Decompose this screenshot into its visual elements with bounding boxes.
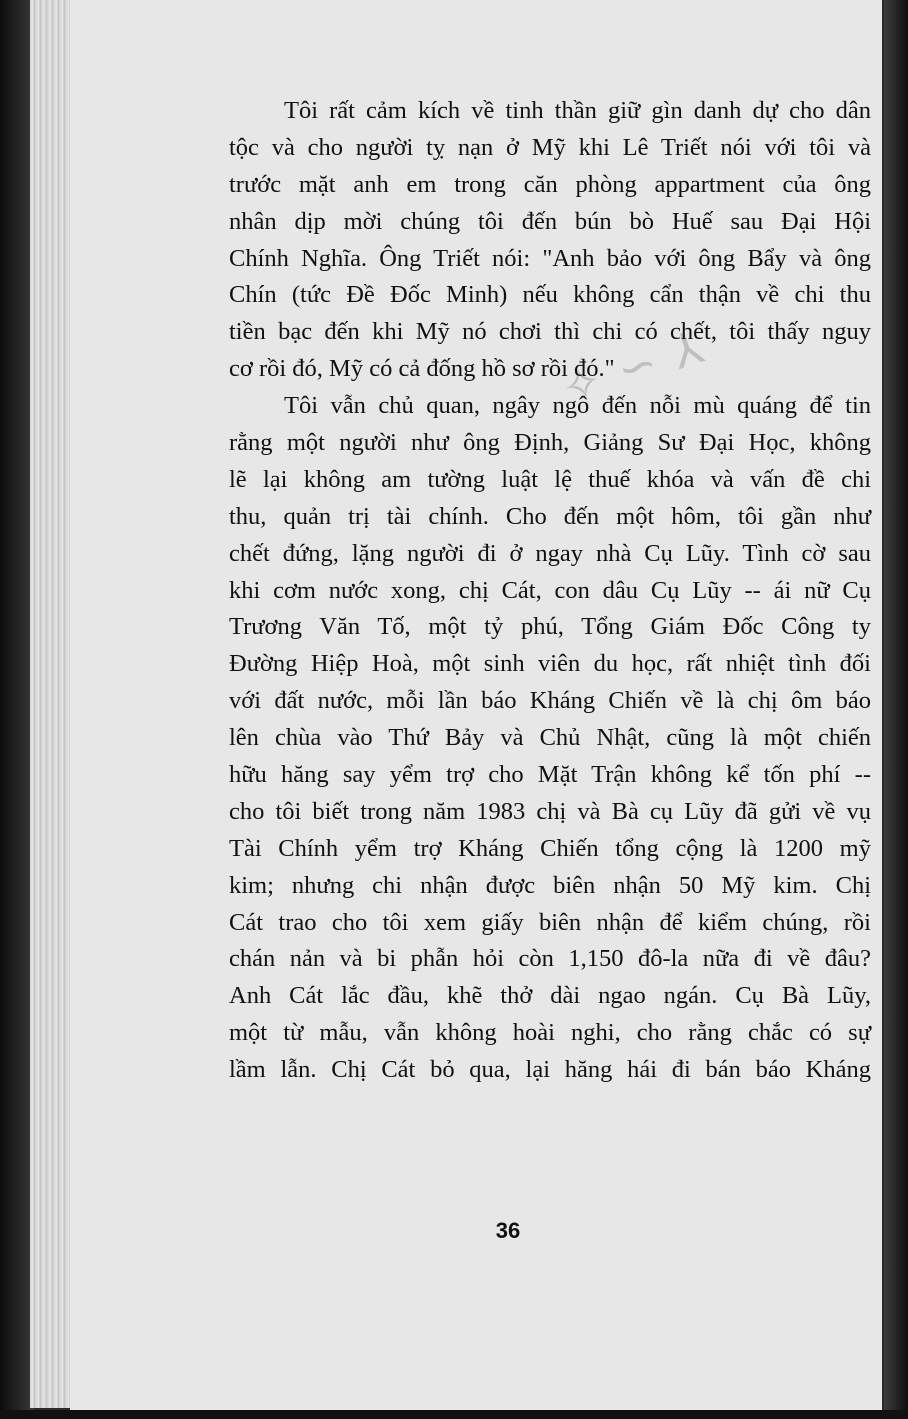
text-line: kim; nhưng chi nhận được biên nhận 50 Mỹ kim. Chị: [229, 871, 871, 899]
body-text: [229, 93, 871, 1089]
text-line: lẽ lại không am tường luật lệ thuế khóa và vấn đề chi: [229, 465, 871, 493]
book-spine-shadow: [0, 0, 34, 1419]
text-line: Chính Nghĩa. Ông Triết nói: "Anh bảo với ông Bẩy và ông: [229, 244, 871, 272]
text-line: thu, quản trị tài chính. Cho đến một hôm, tôi gần như: [229, 502, 871, 530]
text-line: tộc và cho người tỵ nạn ở Mỹ khi Lê Triết nói với tôi và: [229, 133, 871, 161]
text-line: Đường Hiệp Hoà, một sinh viên du học, rất nhiệt tình đối: [229, 650, 871, 678]
text-line: lên chùa vào Thứ Bảy và Chủ Nhật, cũng là một chiến: [229, 724, 871, 752]
text-line: chán nản và bi phẫn hỏi còn 1,150 đô-la nữa đi về đâu?: [229, 945, 871, 973]
text-line: nhân dịp mời chúng tôi đến bún bò Huế sau Đại Hội: [229, 207, 871, 235]
text-line: lầm lẫn. Chị Cát bỏ qua, lại hăng hái đi bán báo Kháng: [229, 1056, 871, 1084]
text-line: chết đứng, lặng người đi ở ngay nhà Cụ Lũy. Tình cờ sau: [229, 539, 871, 567]
text-line: tiền bạc đến khi Mỹ nó chơi thì chi có chết, tôi thấy nguy: [229, 318, 871, 346]
text-line: khi cơm nước xong, chị Cát, con dâu Cụ Lũy -- ái nữ Cụ: [229, 576, 871, 604]
text-line: Chín (tức Đề Đốc Minh) nếu không cẩn thận về chi thu: [229, 281, 871, 309]
text-line: hữu hăng say yểm trợ cho Mặt Trận không kể tốn phí --: [229, 761, 871, 789]
library-stamp-watermark: ✧ ∽ ⅄: [555, 320, 713, 415]
text-line: cho tôi biết trong năm 1983 chị và Bà cụ Lũy đã gửi về vụ: [229, 797, 871, 825]
text-line: Tôi rất cảm kích về tinh thần giữ gìn danh dự cho dân: [284, 97, 871, 124]
text-line: Tôi vẫn chủ quan, ngây ngô đến nỗi mù quáng để tin: [284, 392, 871, 420]
text-line: Anh Cát lắc đầu, khẽ thở dài ngao ngán. Cụ Bà Lũy,: [229, 982, 871, 1010]
text-line: Tài Chính yểm trợ Kháng Chiến tổng cộng là 1200 mỹ: [229, 834, 871, 862]
text-line: Trương Văn Tố, một tỷ phú, Tổng Giám Đốc Công ty: [229, 613, 871, 641]
text-line: rằng một người như ông Định, Giảng Sư Đại Học, không: [229, 429, 871, 457]
scan-bottom-border: [0, 1410, 908, 1419]
text-line: với đất nước, mỗi lần báo Kháng Chiến về là chị ôm báo: [229, 687, 871, 715]
text-line: cơ rồi đó, Mỹ có cả đống hồ sơ rồi đó.": [229, 355, 615, 383]
text-line: Cát trao cho tôi xem giấy biên nhận để kiểm chúng, rồi: [229, 908, 871, 936]
text-line: một từ mẫu, vẫn không hoài nghi, cho rằng chắc có sự: [229, 1019, 871, 1047]
page-number: 36: [495, 1218, 521, 1243]
text-line: trước mặt anh em trong căn phòng appartment của ông: [229, 170, 871, 198]
scan-right-border: [884, 0, 908, 1419]
